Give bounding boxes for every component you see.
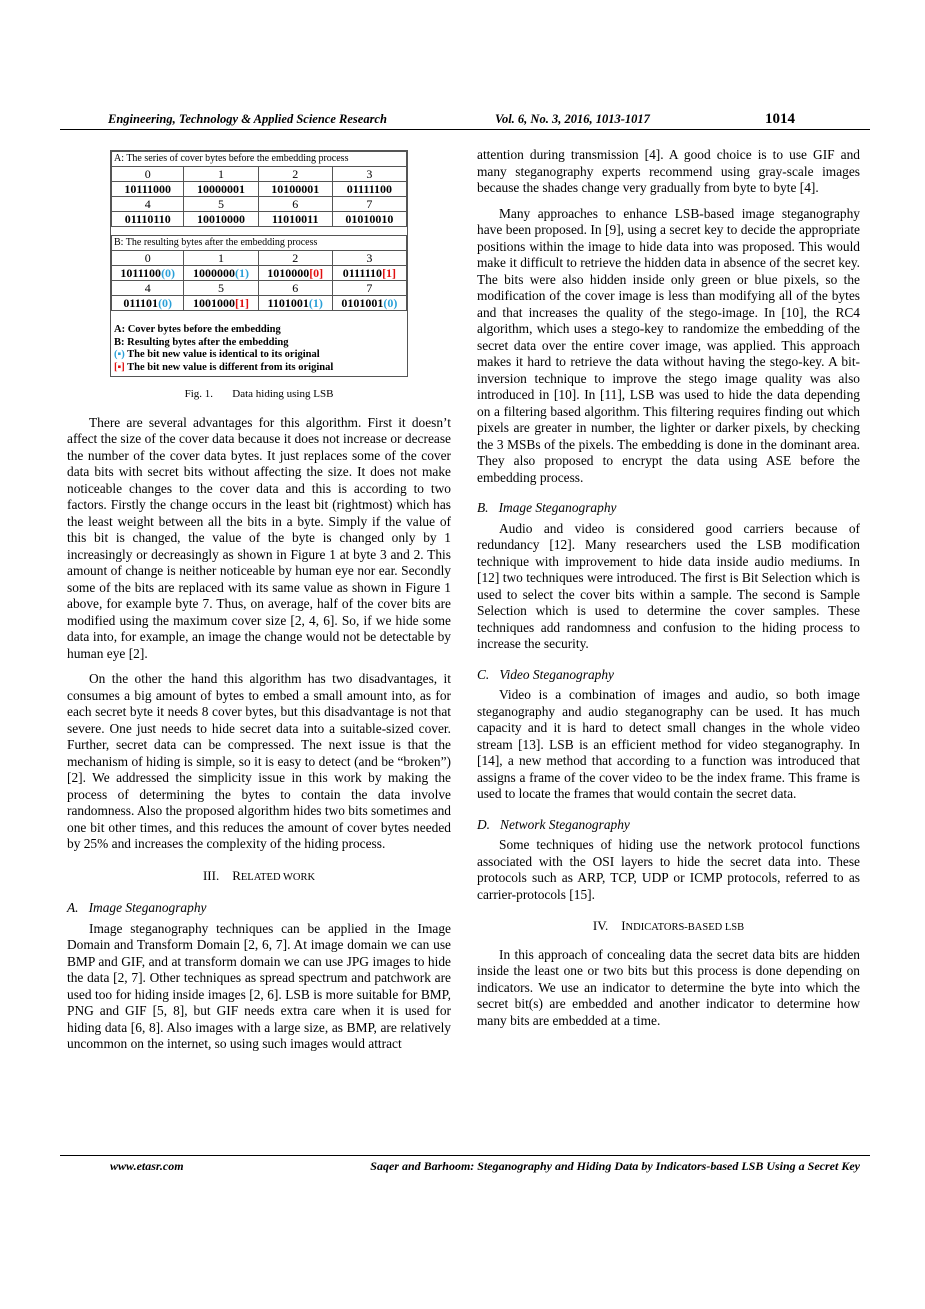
section-heading-indicators: IV. INDICATORS-BASED LSB <box>592 918 745 933</box>
byte-index: 5 <box>184 281 258 296</box>
footer-rule <box>60 1155 870 1156</box>
journal-url: www.etasr.com <box>110 1159 184 1173</box>
result-byte: 1010000[0] <box>258 266 332 281</box>
byte-index: 2 <box>258 167 332 182</box>
same-bit: (0) <box>158 296 173 310</box>
same-marker: (▪) <box>114 349 125 360</box>
figure-legend <box>111 311 407 376</box>
legend-same: (▪) The bit new value is identical to its original <box>114 349 320 360</box>
legend-b: B: Resulting bytes after the embedding <box>114 336 289 348</box>
paragraph: In this approach of concealing data the secret data bits are hidden inside the least one or two bits but this process is done depending on indicators. We use an indicator to determine the byte into which the secret bit(s) are embedded and another indicator to determine how many bits are embedded at a time. <box>477 946 860 1028</box>
byte-index: 1 <box>184 167 258 182</box>
result-byte: 1000000(1) <box>184 266 258 281</box>
subsection-heading: A. Image Steganography <box>67 900 207 915</box>
cover-byte: 10111000 <box>112 182 184 197</box>
subsection-heading: B. Image Steganography <box>477 500 617 515</box>
legend-a: A: Cover bytes before the embedding <box>114 324 281 335</box>
result-byte: 0101001(0) <box>332 296 406 311</box>
cover-byte: 11010011 <box>258 212 332 227</box>
cover-bytes-table <box>111 151 407 311</box>
article-title: Saqer and Barhoom: Steganography and Hiding Data by Indicators-based LSB Using a Secret Key <box>370 1159 860 1173</box>
paragraph: On the other the hand this algorithm has two disadvantages, it consumes a big amount of bytes to embed a small amount into, as for each secret byte it needs 8 cover bytes, but this disadvantage is not that severe. One just needs to hide secret data into a suitable-sized cover. Further, secret data can be compressed. The next issue is that the mechanism of hiding is simple, so it is easy to detect (and be “broken”) [2]. We addressed the simplicity issue in this work by making the process of determining the bytes to contain the data involve randomness. Also the proposed algorithm hides two bits sometimes and one bit other times, and this reduces the amount of cover bytes needed by 25% and increases the complexity of the hiding process. <box>67 671 451 851</box>
changed-bit: [1] <box>235 296 250 310</box>
paragraph: Image steganography techniques can be applied in the Image Domain and Transform Domain [2, 6, 7]. At image domain we can use BMP and GIF, and at transform domain we can use JPG images to hide the data [2, 7]. Other techniques as spread spectrum and patchwork are used too for hiding inside images [2, 6]. LSB is more suitable for BMP, PNG and GIF [5, 8], but GIF needs extra care when it is used for hiding data [6, 8]. Also images with a large size, as BMP, are relatively uncommon on the internet, so using such images would attract <box>67 920 451 1051</box>
page-number: 1014 <box>765 111 795 127</box>
byte-index: 6 <box>258 281 332 296</box>
figure-1 <box>110 150 408 377</box>
byte-index: 6 <box>258 197 332 212</box>
paragraph: Many approaches to enhance LSB-based image steganography have been proposed. In [9], using a secret key to decide the appropriate positions within the image to hide data into was proposed. This would make it difficult to retrieve the hidden data in absence of the secret key. The bits were also hidden inside only green or blue pixels, so the modification of the cover image is less than modifying all of the bytes and that increases the quality of the stego-image. In [10], the RC4 algorithm, which uses a stego-key to randomize the embedding of the secret data over the entire cover image, was applied. This approach makes it hard to retrieve the data without having the stego-key. A bit-inversion technique to improve the stego image quality was also introduced in [10]. In [11], LSB was used to hide the data depending on a filtering based algorithm. This filtering requires finding out which pixels are greater in number, the lighter or darker pixels, by checking the 3 MSBs of the pixels. The embedding is done in the dominant area. They also proposed to encrypt the data using ASE before the embedding process. <box>477 205 860 485</box>
cover-byte: 01111100 <box>332 182 406 197</box>
cover-byte: 10000001 <box>184 182 258 197</box>
right-column <box>477 147 860 1038</box>
same-bit: (1) <box>235 266 250 280</box>
changed-bit: [0] <box>309 266 324 280</box>
byte-index: 3 <box>332 167 406 182</box>
subsection-heading: C. Video Steganography <box>477 666 614 682</box>
same-bit: (1) <box>308 296 323 310</box>
result-byte: 1001000[1] <box>184 296 258 311</box>
running-header <box>60 110 870 130</box>
section-heading-related-work: III. RELATED WORK <box>202 867 316 883</box>
changed-bit: [1] <box>382 266 397 280</box>
paragraph: There are several advantages for this algorithm. First it doesn’t affect the size of the cover data because it does not increase or decrease the number of the cover data bytes. It just replaces some of the cover data bits with secret bits without affecting the size. It does not make noticeable changes to the cover data and this is according to two factors. Firstly the change occurs in the least bit (rightmost) which has the least weight between all the bits in a byte. Simply if the value of this bit is changed, the value of the byte is changed only by 1 increasingly or decreasingly as shown in Figure 1 at byte 3 and 2. This amount of change is neither noticeable by human eye nor ear. Secondly some of the bits are replaced with its same value as shown in Figure 1 above, for example byte 7. Thus, on average, half of the cover bits are modified using the maximum cover size [2, 4, 6]. So, if we hide some data into, for example, an image the change would not be detectable by human eye [2]. <box>67 414 451 661</box>
cover-byte: 10010000 <box>184 212 258 227</box>
paragraph: Video is a combination of images and audio, so both image steganography and audio steganography can be used. It has much capacity and it is hard to detect small changes in the whole video stream [13]. LSB is an efficient method for video steganography. In [14], a new method that according to a function was introduced that assigns a frame of the cover video to be the index frame. This frame is used to locate the frames that would contain the secret data. <box>477 687 860 801</box>
result-byte: 0111110[1] <box>332 266 406 281</box>
byte-index: 7 <box>332 281 406 296</box>
byte-index: 4 <box>112 281 184 296</box>
cover-byte: 10100001 <box>258 182 332 197</box>
byte-index: 3 <box>332 251 406 266</box>
paragraph: attention during transmission [4]. A good choice is to use GIF and many steganography experts recommend using gray-scale images because the shades change very gradually from byte to byte [4]. <box>477 147 860 195</box>
figure-caption-b: B: The resulting bytes after the embedding process <box>112 236 407 251</box>
result-byte: 1101001(1) <box>258 296 332 311</box>
result-byte: 011101(0) <box>112 296 184 311</box>
byte-index: 5 <box>184 197 258 212</box>
byte-index: 1 <box>184 251 258 266</box>
paragraph: Some techniques of hiding use the network protocol functions associated with the OSI layers to hide the secret data into. These protocols such as ARP, TCP, UDP or ICMP protocols, referred to as carrier-protocols [15]. <box>477 837 860 902</box>
subsection-heading: D. Network Steganography <box>477 816 630 832</box>
paragraph: Audio and video is considered good carriers because of redundancy [12]. Many researchers used the LSB modification technique with improvement to hide data inside audio mediums. In [12] two techniques were introduced. The first is Bit Selection which is used to select the cover bits within a sample. The second is Sample Selection which is used to determine the cover samples. These techniques add randomness and confusion to the hiding process to increase the security. <box>477 520 860 651</box>
figure-caption-a: A: The series of cover bytes before the embedding process <box>112 152 407 167</box>
same-bit: (0) <box>383 296 398 310</box>
cover-byte: 01010010 <box>332 212 406 227</box>
byte-index: 7 <box>332 197 406 212</box>
byte-index: 0 <box>112 167 184 182</box>
figure-caption: Fig. 1. Data hiding using LSB <box>184 388 334 400</box>
cover-byte: 01110110 <box>112 212 184 227</box>
byte-index: 0 <box>112 251 184 266</box>
byte-index: 4 <box>112 197 184 212</box>
diff-marker: [▪] <box>114 361 125 373</box>
volume-info: Vol. 6, No. 3, 2016, 1013-1017 <box>495 112 650 126</box>
left-column <box>67 147 451 1062</box>
result-byte: 1011100(0) <box>112 266 184 281</box>
byte-index: 2 <box>258 251 332 266</box>
header-rule <box>60 129 870 130</box>
legend-diff: [▪] The bit new value is different from its original <box>114 361 334 373</box>
journal-name: Engineering, Technology & Applied Science Research <box>108 112 387 126</box>
same-bit: (0) <box>161 266 176 280</box>
table-gap <box>112 227 407 236</box>
